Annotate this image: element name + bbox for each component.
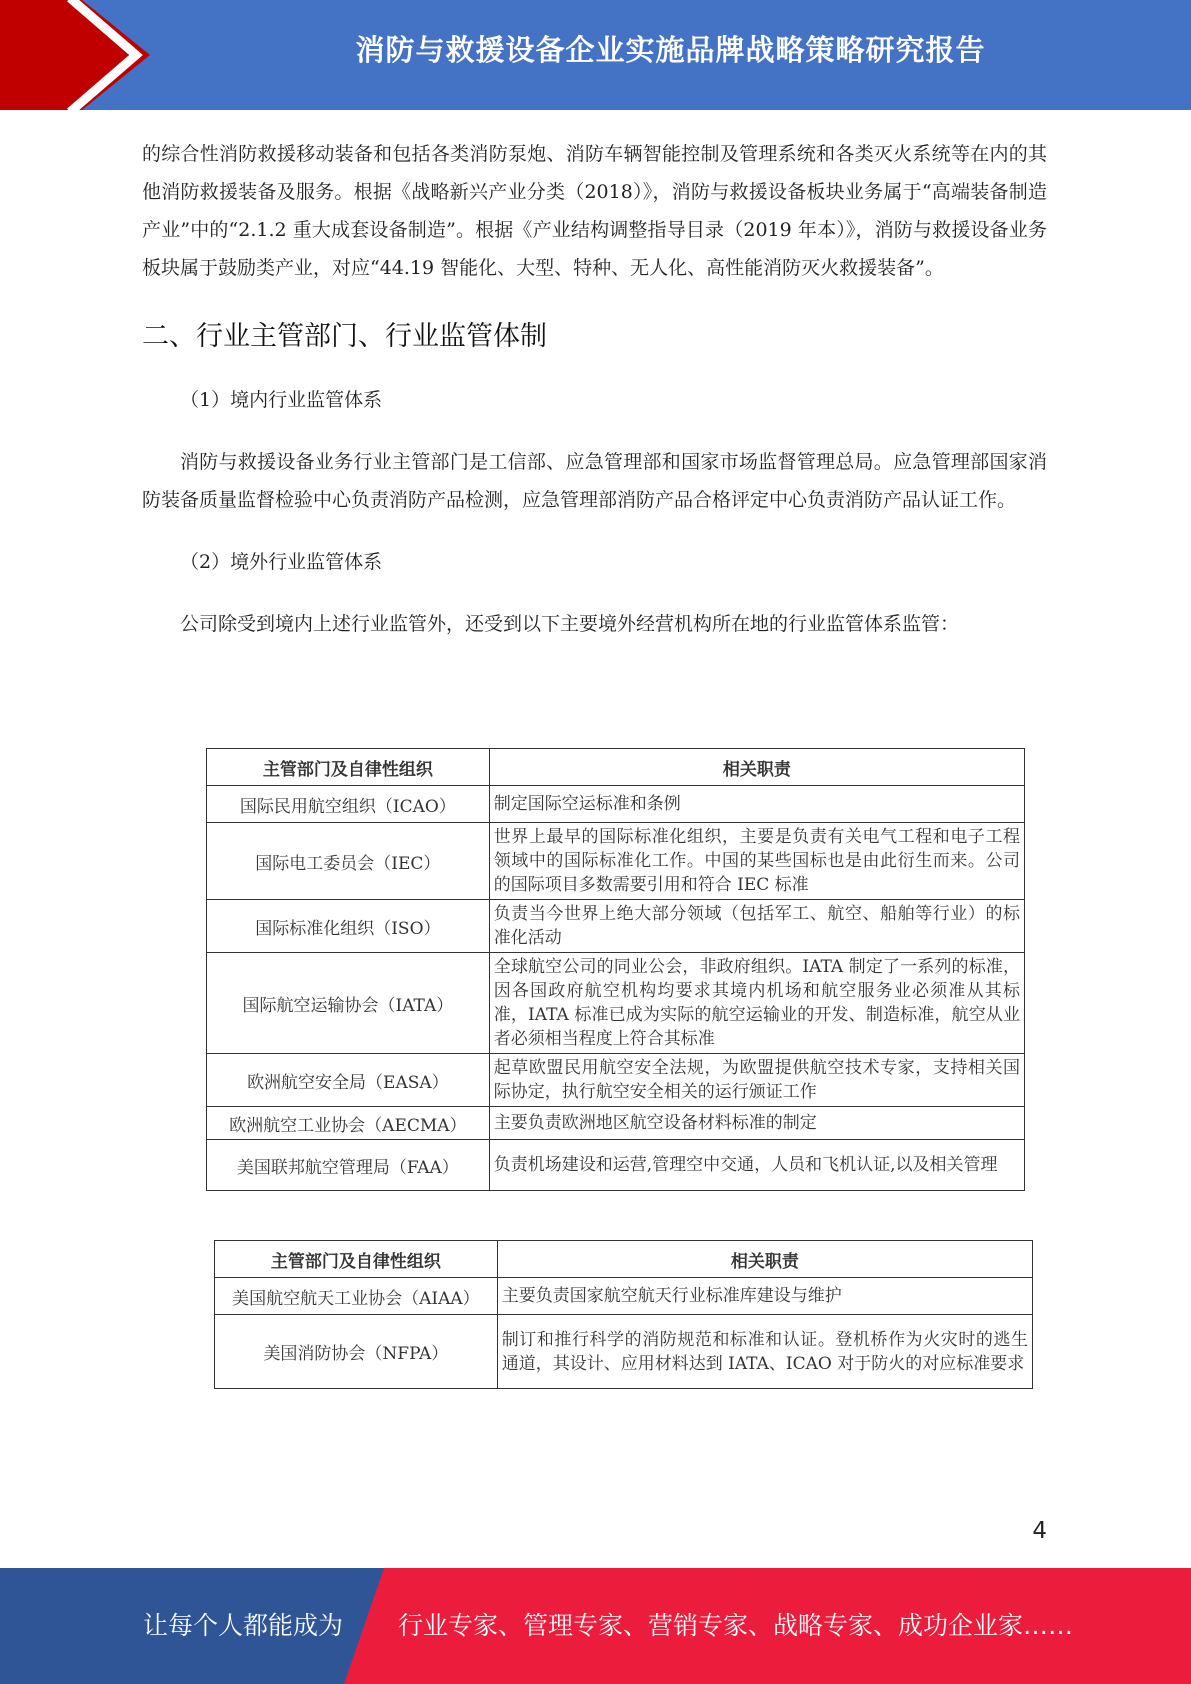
duty-cell: 制定国际空运标准和条例 — [489, 786, 1024, 823]
duty-cell: 全球航空公司的同业公会，非政府组织。IATA 制定了一系列的标准，因各国政府航空机构均要求其境内机场和航空服务业必须准从其标准，IATA 标准已成为实际的航空运输业的开发、制造标准，航空从业者必须相当程度上符合其标准 — [489, 953, 1024, 1054]
table-header-row — [215, 1241, 1033, 1278]
table-row — [215, 1278, 1033, 1315]
org-cell: 国际标准化组织（ISO） — [207, 900, 490, 953]
duty-cell: 主要负责欧洲地区航空设备材料标准的制定 — [489, 1107, 1024, 1140]
page-footer — [0, 1568, 1191, 1684]
footer-slogan-right: 行业专家、管理专家、营销专家、战略专家、成功企业家…… — [398, 1611, 1074, 1640]
subheading-overseas: （2）境外行业监管体系 — [180, 551, 383, 573]
table-row — [207, 823, 1025, 900]
table-row — [207, 900, 1025, 953]
duty-cell: 负责当今世界上绝大部分领域（包括军工、航空、船舶等行业）的标准化活动 — [489, 900, 1024, 953]
org-cell: 美国联邦航空管理局（FAA） — [207, 1140, 490, 1191]
duty-cell: 主要负责国家航空航天行业标准库建设与维护 — [497, 1278, 1032, 1315]
table-row — [215, 1315, 1033, 1389]
page-header — [0, 0, 1191, 110]
duty-cell: 世界上最早的国际标准化组织，主要是负责有关电气工程和电子工程领域中的国际标准化工作。中国的某些国标也是由此衍生而来。公司的国际项目多数需要引用和符合 IEC 标准 — [489, 823, 1024, 900]
org-cell: 国际民用航空组织（ICAO） — [207, 786, 490, 823]
footer-slogan-left: 让每个人都能成为 — [143, 1611, 344, 1640]
table-row — [207, 1054, 1025, 1107]
org-cell: 欧洲航空安全局（EASA） — [207, 1054, 490, 1107]
org-cell: 国际电工委员会（IEC） — [207, 823, 490, 900]
report-title: 消防与救援设备企业实施品牌战略策略研究报告 — [355, 33, 986, 67]
table-row — [207, 1107, 1025, 1140]
intro-paragraph: 的综合性消防救援移动装备和包括各类消防泵炮、消防车辆智能控制及管理系统和各类灭火系统等在内的其他消防救援装备及服务。根据《战略新兴产业分类（2018）》，消防与救援设备板块业务属于“高端装备制造产业”中的“2.1.2 重大成套设备制造”。根据《产业结构调整指导目录（2019 年本）》，消防与救援设备业务板块属于鼓励类产业，对应“44.19 智能化、大型、特种、无人化、高性能消防灭火救援装备”。 — [142, 143, 1047, 279]
org-cell: 欧洲航空工业协会（AECMA） — [207, 1107, 490, 1140]
header-duty: 相关职责 — [489, 749, 1024, 786]
table-row — [207, 953, 1025, 1054]
table-row — [207, 786, 1025, 823]
duty-cell: 制订和推行科学的消防规范和标准和认证。登机桥作为火灾时的逃生通道，其设计、应用材料达到 IATA、ICAO 对于防火的对应标准要求 — [497, 1315, 1032, 1389]
header-org: 主管部门及自律性组织 — [207, 749, 490, 786]
table-header-row — [207, 749, 1025, 786]
body-content — [142, 135, 1047, 643]
header-duty: 相关职责 — [497, 1241, 1032, 1278]
regulator-table-2 — [214, 1240, 1033, 1389]
org-cell: 美国航空航天工业协会（AIAA） — [215, 1278, 498, 1315]
regulator-table-1 — [206, 748, 1025, 1191]
page-number: 4 — [1032, 1518, 1047, 1544]
domestic-paragraph: 消防与救援设备业务行业主管部门是工信部、应急管理部和国家市场监督管理总局。应急管理部国家消防装备质量监督检验中心负责消防产品检测，应急管理部消防产品合格评定中心负责消防产品认证工作。 — [142, 451, 1047, 511]
section-heading: 二、行业主管部门、行业监管体制 — [142, 321, 547, 352]
org-cell: 国际航空运输协会（IATA） — [207, 953, 490, 1054]
table-row — [207, 1140, 1025, 1191]
duty-cell: 负责机场建设和运营,管理空中交通，人员和飞机认证,以及相关管理 — [489, 1140, 1024, 1191]
header-red-chevron — [0, 0, 150, 110]
org-cell: 美国消防协会（NFPA） — [215, 1315, 498, 1389]
subheading-domestic: （1）境内行业监管体系 — [180, 389, 383, 411]
overseas-paragraph: 公司除受到境内上述行业监管外，还受到以下主要境外经营机构所在地的行业监管体系监管： — [180, 613, 960, 635]
header-org: 主管部门及自律性组织 — [215, 1241, 498, 1278]
duty-cell: 起草欧盟民用航空安全法规，为欧盟提供航空技术专家，支持相关国际协定，执行航空安全相关的运行颁证工作 — [489, 1054, 1024, 1107]
